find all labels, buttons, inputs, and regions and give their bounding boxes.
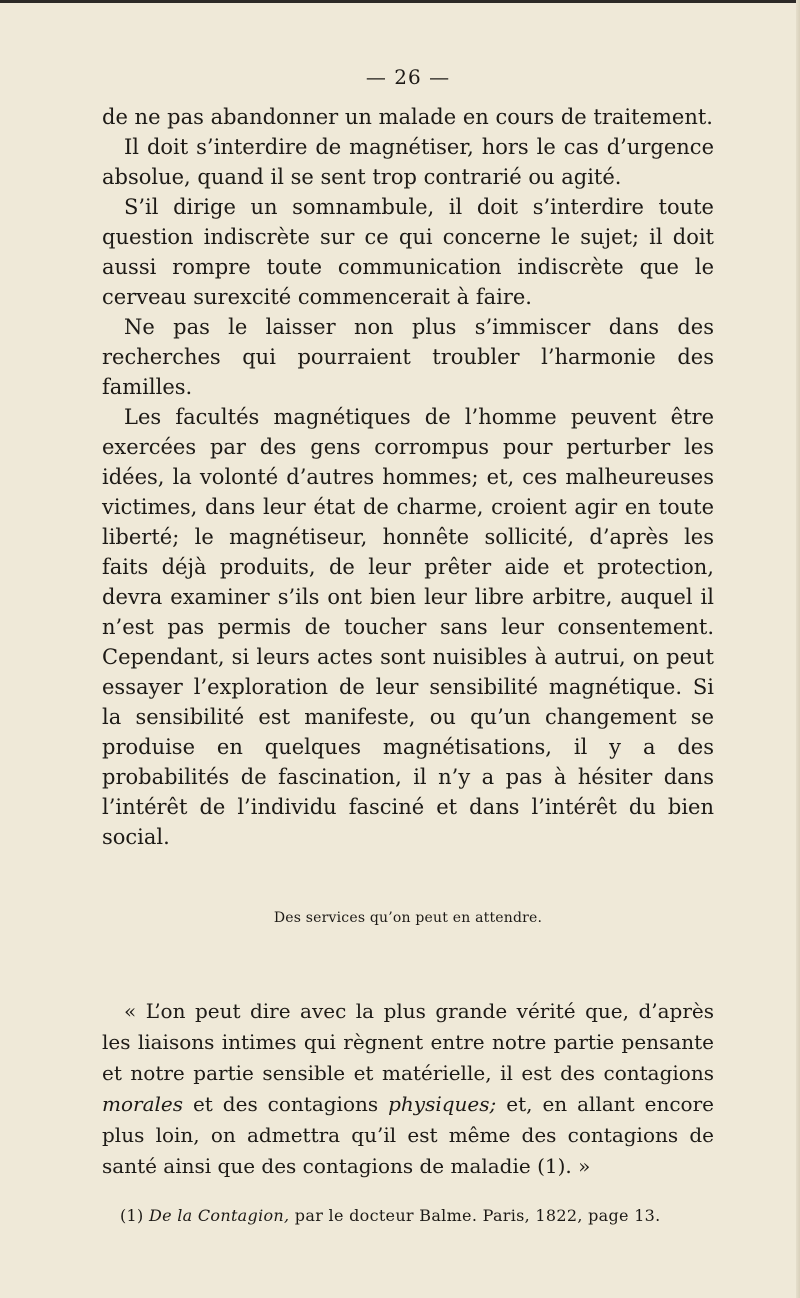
footnote-title: De la Contagion, (148, 1206, 290, 1225)
quote-text-3: et, en allant encore plus loin, on admettra qu’il est même des contagions de santé ainsi que des contagions de maladie (1). » (102, 1092, 714, 1178)
paragraph-urgency: Il doit s’interdire de magnétiser, hors le cas d’urgence absolue, quand il se sent trop contrarié ou agité. (102, 135, 714, 189)
quote-text-2: et des contagions (183, 1092, 389, 1116)
footnote (102, 1204, 714, 1228)
quote-emphasis-physiques: physiques; (388, 1092, 497, 1116)
quote-paragraph (102, 996, 714, 1182)
document-page (102, 60, 714, 1244)
paragraph-faculties: Les facultés magnétiques de l’homme peuvent être exercées par des gens corrompus pour perturber les idées, la volonté d’autres hommes; et, ces malheureuses victimes, dans leur état de charme, croient agir en toute liberté; le magnétiseur, honnête sollicité, d’après les faits déjà produits, de leur prêter aide et protection, devra examiner s’ils ont bien leur libre arbitre, auquel il n’est pas permis de toucher sans leur consentement. Cependant, si leurs actes sont nuisibles à autrui, on peut essayer l’exploration de leur sensibilité magnétique. Si la sensibilité est manifeste, ou qu’un changement se produise en quelques magnétisations, il y a des probabilités de fascination, il n’y a pas à hésiter dans l’intérêt de l’individu fasciné et dans l’intérêt du bien social. (102, 405, 714, 849)
footnote-reference: par le docteur Balme. Paris, 1822, page 13. (289, 1206, 661, 1225)
paragraph-families: Ne pas le laisser non plus s’immiscer dans des recherches qui pourraient troubler l’harmonie des familles. (102, 315, 714, 399)
page-number: — 26 — (365, 65, 451, 89)
page-edge-shadow (796, 0, 800, 1298)
footnote-marker: (1) (120, 1206, 149, 1225)
paragraph-continuation: de ne pas abandonner un malade en cours de traitement. (102, 105, 713, 129)
paragraph-somnambule: S’il dirige un somnambule, il doit s’interdire toute question indiscrète sur ce qui concerne le sujet; il doit aussi rompre toute communication indiscrète que le cerveau surexcité commencerait à faire. (102, 195, 714, 309)
section-heading: Des services qu’on peut en attendre. (273, 910, 543, 926)
top-edge-line (0, 0, 800, 3)
quote-emphasis-morales: morales (102, 1092, 183, 1116)
quote-text-1: « L’on peut dire avec la plus grande vérité que, d’après les liaisons intimes qui règnent entre notre partie pensante et notre partie sensible et matérielle, il est des contagions (102, 999, 714, 1085)
